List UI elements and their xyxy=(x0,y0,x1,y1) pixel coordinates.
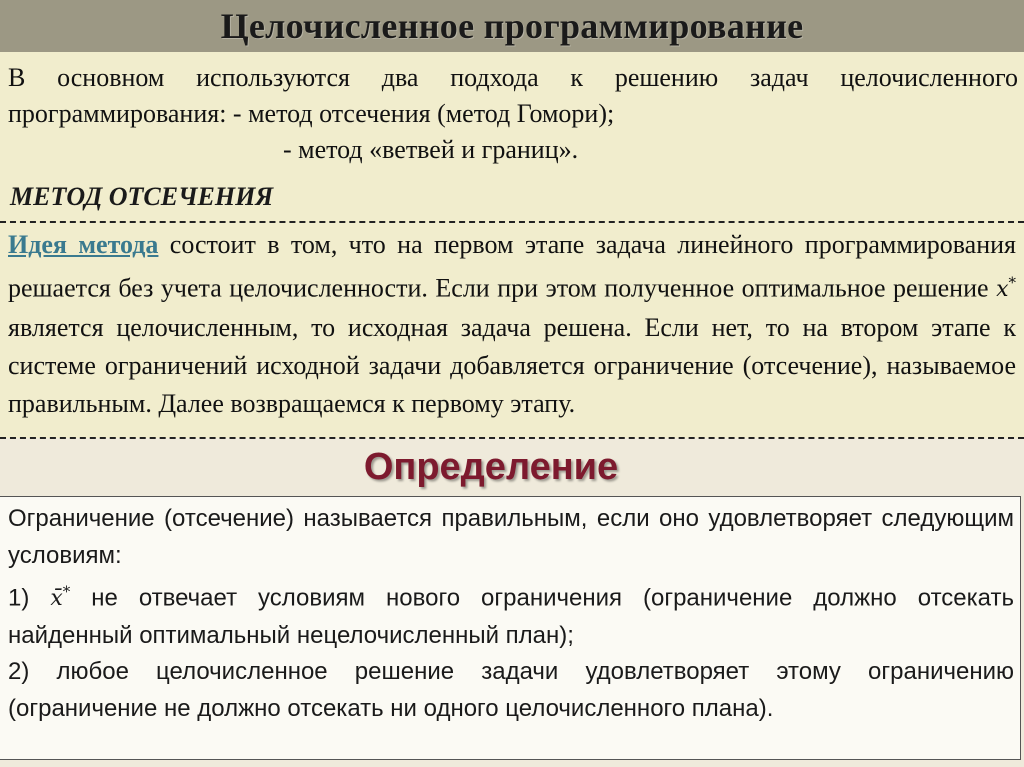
symbol-x-star: x* xyxy=(996,274,1016,303)
slide-title: Целочисленное программирование xyxy=(220,6,804,46)
symbol-xbar-star: x̄* xyxy=(50,583,71,612)
definition-box xyxy=(0,496,1021,760)
method-text-part1: состоит в том, что на первом этапе задача линейного программирования решается без учета целочисленности. Если при этом полученное оптимальное решение xyxy=(8,230,1016,303)
definition-heading-box xyxy=(356,443,626,491)
intro-line-1: В основном используются два подхода к решению задач целочисленного xyxy=(8,63,1018,92)
definition-item-1: 1) x̄* не отвечает условиям нового ограничения (ограничение должно отсекать найденный оптимальный нецелочисленный план); xyxy=(8,583,1014,649)
definition-text xyxy=(8,501,1014,727)
definition-item-2: 2) любое целочисленное решение задачи удовлетворяет этому ограничению (ограничение не должно отсекать ни одного целочисленного плана). xyxy=(8,658,1014,722)
intro-line-3: - метод «ветвей и границ». xyxy=(283,135,579,164)
intro-text xyxy=(8,60,1018,168)
dashed-divider-bottom xyxy=(0,437,1024,439)
idea-label: Идея метода xyxy=(8,230,159,259)
dashed-divider-top xyxy=(0,221,1024,223)
upper-panel xyxy=(0,52,1024,438)
definition-lead: Ограничение (отсечение) называется правильным, если оно удовлетворяет следующим условиям: xyxy=(8,505,1014,569)
method-paragraph xyxy=(8,226,1016,423)
intro-line-2: программирования: - метод отсечения (метод Гомори); xyxy=(8,99,615,128)
definition-heading: Определение xyxy=(363,445,619,488)
method-text-part2: является целочисленным, то исходная задача решена. Если нет, то на втором этапе к системе ограничений исходной задачи добавляется ограничение (отсечение), называемое правильным. Далее возвращаемся к первому этапу. xyxy=(8,313,1016,419)
title-bar xyxy=(0,0,1024,52)
method-heading: МЕТОД ОТСЕЧЕНИЯ xyxy=(10,182,274,211)
